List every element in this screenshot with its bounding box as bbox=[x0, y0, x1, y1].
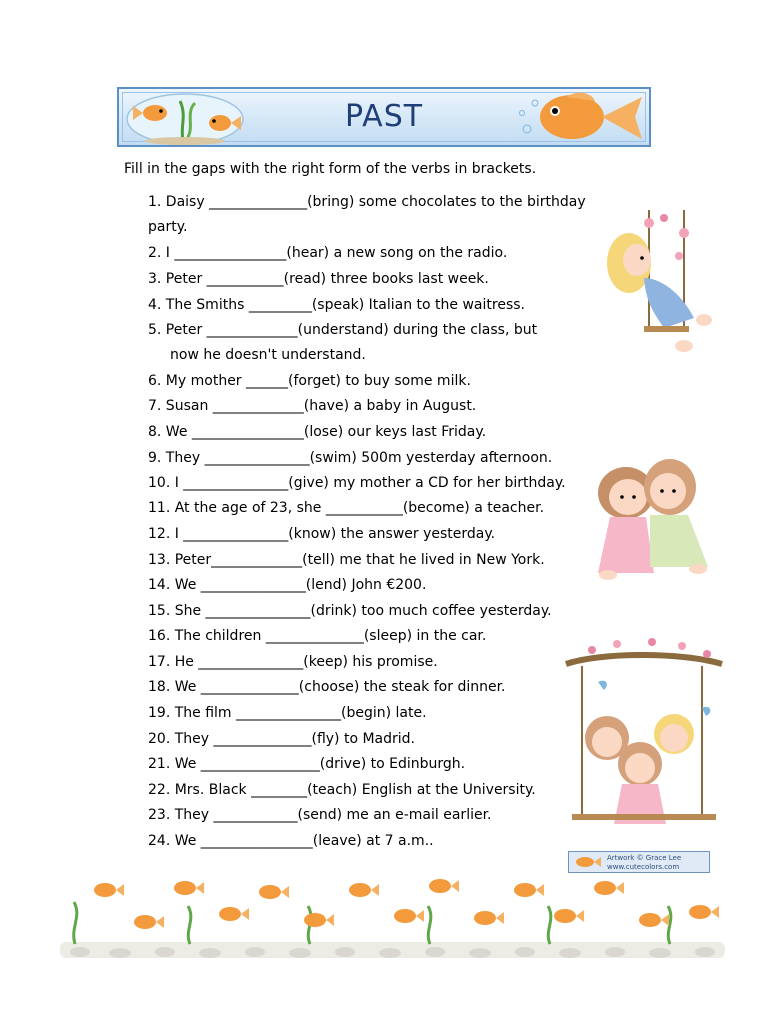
kids-on-swing-icon bbox=[562, 634, 726, 836]
girls-hugging-icon bbox=[588, 455, 716, 583]
exercise-line: 23. They ____________(send) me an e-mail earlier. bbox=[148, 807, 492, 823]
exercise-line: 8. We ________________(lose) our keys last Friday. bbox=[148, 424, 487, 440]
credit-line-1: Artwork © Grace Lee bbox=[607, 854, 682, 862]
exercise-line: 4. The Smiths _________(speak) Italian to the waitress. bbox=[148, 297, 525, 313]
exercise-line: 14. We _______________(lend) John €200. bbox=[148, 577, 427, 593]
title-banner bbox=[117, 87, 651, 147]
exercise-line: 2. I ________________(hear) a new song on the radio. bbox=[148, 245, 508, 261]
exercise-line: 7. Susan _____________(have) a baby in August. bbox=[148, 398, 477, 414]
exercise-line: 16. The children ______________(sleep) in the car. bbox=[148, 628, 487, 644]
exercise-line: 10. I _______________(give) my mother a CD for her birthday. bbox=[148, 475, 566, 491]
credit-line-2: www.cutecolors.com bbox=[607, 863, 680, 871]
exercise-line: 6. My mother ______(forget) to buy some milk. bbox=[148, 373, 471, 389]
goldfish-icon bbox=[517, 89, 647, 145]
exercise-line: 3. Peter ___________(read) three books last week. bbox=[148, 271, 489, 287]
instructions: Fill in the gaps with the right form of the verbs in brackets. bbox=[124, 161, 537, 177]
exercise-line: 24. We ________________(leave) at 7 a.m.. bbox=[148, 833, 434, 849]
credit-fish-icon bbox=[573, 855, 603, 869]
exercise-line: 12. I _______________(know) the answer yesterday. bbox=[148, 526, 496, 542]
exercise-line: 15. She _______________(drink) too much coffee yesterday. bbox=[148, 603, 552, 619]
exercise-line: 9. They _______________(swim) 500m yesterday afternoon. bbox=[148, 450, 553, 466]
credit-text bbox=[607, 854, 681, 872]
exercise-line: 22. Mrs. Black ________(teach) English at the University. bbox=[148, 782, 536, 798]
exercise-line: 18. We ______________(choose) the steak for dinner. bbox=[148, 679, 506, 695]
exercise-line: now he doesn't understand. bbox=[170, 347, 366, 363]
exercise-line: 13. Peter_____________(tell) me that he lived in New York. bbox=[148, 552, 545, 568]
exercise-line: 17. He _______________(keep) his promise. bbox=[148, 654, 438, 670]
exercise-line: party. bbox=[148, 219, 188, 235]
exercise-line: 1. Daisy ______________(bring) some chocolates to the birthday bbox=[148, 194, 586, 210]
exercise-line: 20. They ______________(fly) to Madrid. bbox=[148, 731, 415, 747]
artwork-credit bbox=[568, 851, 710, 873]
goldfish-border-decoration bbox=[60, 872, 725, 962]
exercise-line: 5. Peter _____________(understand) during the class, but bbox=[148, 322, 538, 338]
fishbowl-icon bbox=[125, 91, 245, 145]
page-title: PAST bbox=[345, 99, 424, 134]
exercise-line: 19. The film _______________(begin) late. bbox=[148, 705, 427, 721]
exercise-line: 11. At the age of 23, she ___________(become) a teacher. bbox=[148, 500, 545, 516]
exercise-line: 21. We _________________(drive) to Edinburgh. bbox=[148, 756, 466, 772]
girl-on-swing-icon bbox=[604, 208, 726, 356]
